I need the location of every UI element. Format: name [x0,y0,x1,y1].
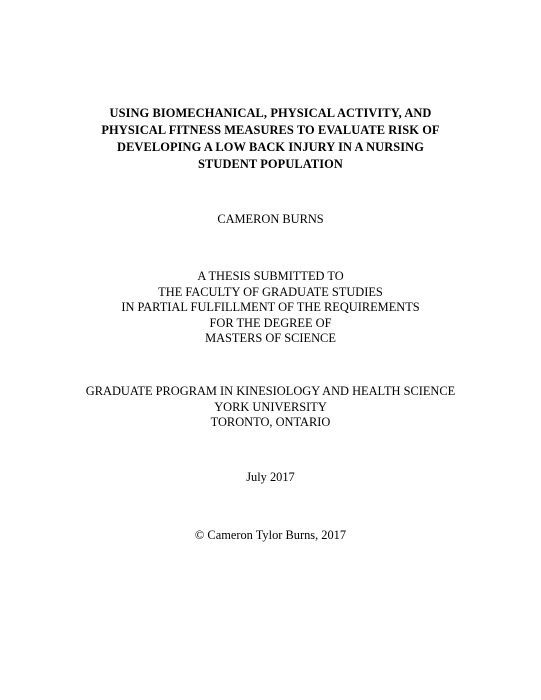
title-line-4: STUDENT POPULATION [198,157,343,171]
program-info [0,384,541,431]
thesis-line-2: THE FACULTY OF GRADUATE STUDIES [158,284,383,299]
program-line-2: YORK UNIVERSITY [214,399,327,414]
thesis-line-1: A THESIS SUBMITTED TO [197,269,344,283]
title-line-1: USING BIOMECHANICAL, PHYSICAL ACTIVITY, AND [109,106,432,120]
author-name [0,211,541,227]
copyright-notice [0,527,541,543]
program-line-1: GRADUATE PROGRAM IN KINESIOLOGY AND HEALTH SCIENCE [85,384,456,398]
thesis-line-4: FOR THE DEGREE OF [209,315,332,330]
thesis-statement [0,269,541,347]
date-line: July 2017 [246,470,295,484]
title-line-2: PHYSICAL FITNESS MEASURES TO EVALUATE RISK OF [101,123,440,137]
copyright-line: © Cameron Tylor Burns, 2017 [194,528,347,542]
author-line: CAMERON BURNS [217,212,324,226]
thesis-title [0,105,541,173]
title-line-3: DEVELOPING A LOW BACK INJURY IN A NURSING [117,140,424,154]
thesis-line-5: MASTERS OF SCIENCE [205,331,336,345]
submission-date [0,469,541,485]
thesis-line-3: IN PARTIAL FULFILLMENT OF THE REQUIREMENTS [121,300,420,314]
program-line-3: TORONTO, ONTARIO [210,415,331,429]
